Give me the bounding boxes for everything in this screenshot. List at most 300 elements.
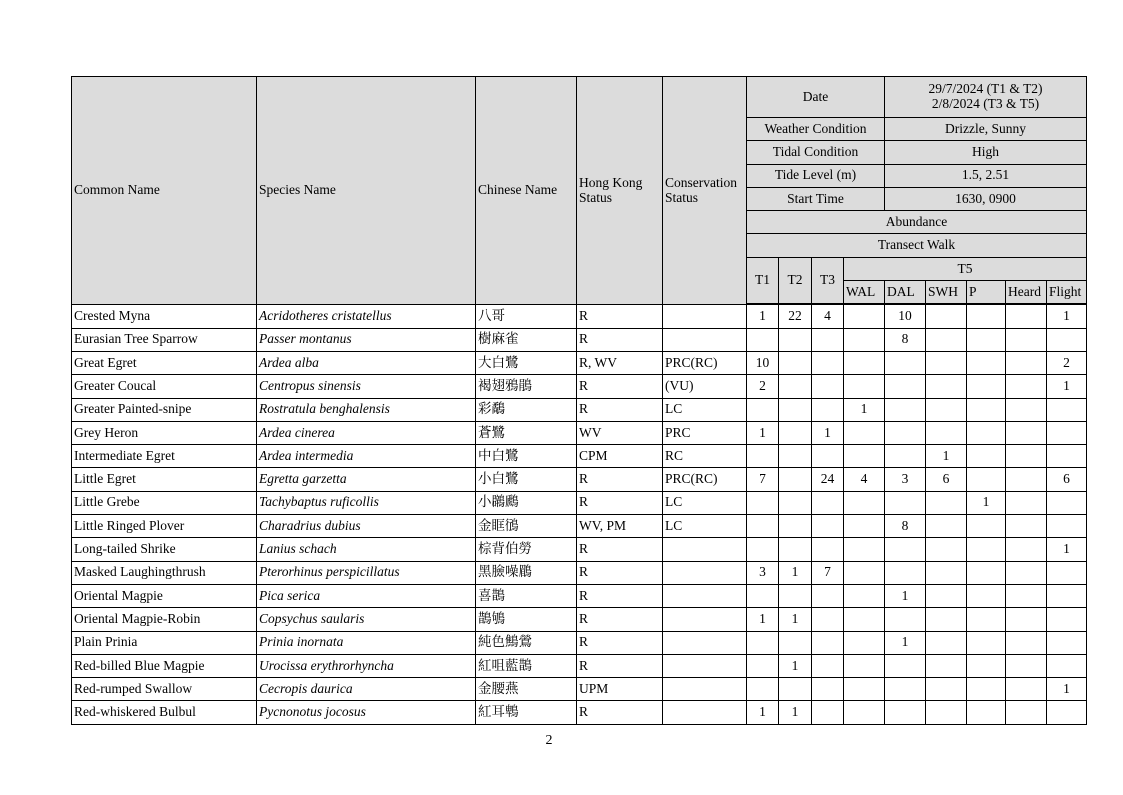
count-cell: 24 (812, 468, 844, 491)
chinese-name-cell: 小鸊鷉 (476, 491, 577, 514)
count-cell: 6 (1047, 468, 1087, 491)
count-cell: 1 (812, 421, 844, 444)
header-chinese-name: Chinese Name (476, 77, 577, 305)
species-name-cell: Charadrius dubius (257, 515, 476, 538)
count-cell (1047, 654, 1087, 677)
table-row (72, 678, 1087, 701)
chinese-name-cell: 中白鷺 (476, 445, 577, 468)
conservation-status-cell: LC (663, 515, 747, 538)
date-line-1: 29/7/2024 (T1 & T2) (928, 81, 1043, 97)
count-cell (747, 538, 779, 561)
count-cell (967, 584, 1006, 607)
conservation-status-cell: PRC (663, 421, 747, 444)
header-t5: T5 (844, 257, 1087, 280)
chinese-name-cell: 彩鷸 (476, 398, 577, 421)
count-cell (812, 701, 844, 724)
tidal-label: Tidal Condition (747, 141, 885, 164)
count-cell (779, 515, 812, 538)
hk-status-cell: WV (577, 421, 663, 444)
chinese-name-cell: 大白鷺 (476, 351, 577, 374)
header-swh: SWH (926, 281, 967, 304)
table-row (72, 351, 1087, 374)
count-cell (812, 398, 844, 421)
count-cell (812, 375, 844, 398)
count-cell (779, 375, 812, 398)
count-cell (812, 445, 844, 468)
count-cell: 1 (779, 701, 812, 724)
common-name-cell: Grey Heron (72, 421, 257, 444)
header-heard: Heard (1006, 281, 1047, 304)
count-cell (967, 375, 1006, 398)
hk-status-cell: R (577, 328, 663, 351)
count-cell (1047, 398, 1087, 421)
count-cell (844, 421, 885, 444)
count-cell (779, 398, 812, 421)
count-cell (1006, 678, 1047, 701)
conservation-status-cell (663, 305, 747, 328)
species-name-cell: Lanius schach (257, 538, 476, 561)
species-name-cell: Tachybaptus ruficollis (257, 491, 476, 514)
species-name-cell: Rostratula benghalensis (257, 398, 476, 421)
header-dal: DAL (885, 281, 926, 304)
count-cell (1006, 561, 1047, 584)
table-row (72, 515, 1087, 538)
conservation-status-cell: RC (663, 445, 747, 468)
table-row (72, 328, 1087, 351)
common-name-cell: Greater Painted-snipe (72, 398, 257, 421)
count-cell: 3 (747, 561, 779, 584)
header-wal: WAL (844, 281, 885, 304)
header-conservation-status: Conservation Status (663, 77, 747, 305)
count-cell (885, 561, 926, 584)
count-cell (1047, 421, 1087, 444)
conservation-status-cell: PRC(RC) (663, 351, 747, 374)
count-cell: 22 (779, 305, 812, 328)
species-name-cell: Ardea cinerea (257, 421, 476, 444)
header-common-name: Common Name (72, 77, 257, 305)
count-cell (812, 608, 844, 631)
count-cell (885, 608, 926, 631)
count-cell: 1 (1047, 305, 1087, 328)
count-cell (747, 445, 779, 468)
count-cell (1006, 421, 1047, 444)
count-cell: 8 (885, 515, 926, 538)
count-cell (844, 375, 885, 398)
chinese-name-cell: 喜鵲 (476, 584, 577, 607)
count-cell: 2 (747, 375, 779, 398)
chinese-name-cell: 純色鷦鶯 (476, 631, 577, 654)
common-name-cell: Oriental Magpie-Robin (72, 608, 257, 631)
count-cell (1006, 608, 1047, 631)
common-name-cell: Greater Coucal (72, 375, 257, 398)
header-t1: T1 (747, 257, 779, 304)
count-cell (812, 515, 844, 538)
count-cell (844, 561, 885, 584)
count-cell: 1 (1047, 375, 1087, 398)
hk-status-cell: R (577, 608, 663, 631)
weather-value: Drizzle, Sunny (885, 118, 1087, 141)
count-cell (812, 654, 844, 677)
table-row (72, 445, 1087, 468)
species-name-cell: Egretta garzetta (257, 468, 476, 491)
count-cell: 8 (885, 328, 926, 351)
count-cell (779, 538, 812, 561)
count-cell: 1 (747, 421, 779, 444)
count-cell: 7 (747, 468, 779, 491)
count-cell (967, 398, 1006, 421)
count-cell (926, 538, 967, 561)
count-cell (747, 654, 779, 677)
chinese-name-cell: 八哥 (476, 305, 577, 328)
count-cell (747, 491, 779, 514)
count-cell (926, 328, 967, 351)
hk-status-cell: R (577, 491, 663, 514)
table-row (72, 398, 1087, 421)
count-cell (967, 515, 1006, 538)
conservation-status-cell (663, 584, 747, 607)
table-row (72, 584, 1087, 607)
count-cell (967, 631, 1006, 654)
conservation-status-cell: PRC(RC) (663, 468, 747, 491)
date-line-2: 2/8/2024 (T3 & T5) (931, 96, 1040, 111)
count-cell (1047, 631, 1087, 654)
conservation-status-cell: (VU) (663, 375, 747, 398)
count-cell (1006, 328, 1047, 351)
count-cell (926, 351, 967, 374)
count-cell (812, 584, 844, 607)
count-cell (1047, 561, 1087, 584)
table-row (72, 375, 1087, 398)
common-name-cell: Little Ringed Plover (72, 515, 257, 538)
conservation-status-cell (663, 701, 747, 724)
count-cell (844, 328, 885, 351)
species-name-cell: Pterorhinus perspicillatus (257, 561, 476, 584)
chinese-name-cell: 紅咀藍鵲 (476, 654, 577, 677)
count-cell (779, 678, 812, 701)
species-name-cell: Pica serica (257, 584, 476, 607)
table-row (72, 305, 1087, 328)
count-cell (747, 584, 779, 607)
chinese-name-cell: 棕背伯勞 (476, 538, 577, 561)
count-cell (967, 701, 1006, 724)
hk-status-cell: CPM (577, 445, 663, 468)
conservation-status-cell (663, 654, 747, 677)
hk-status-cell: R (577, 654, 663, 677)
count-cell: 7 (812, 561, 844, 584)
count-cell (812, 351, 844, 374)
chinese-name-cell: 樹麻雀 (476, 328, 577, 351)
count-cell (1006, 468, 1047, 491)
count-cell (779, 445, 812, 468)
count-cell (967, 538, 1006, 561)
count-cell (844, 305, 885, 328)
hk-status-cell: R (577, 584, 663, 607)
count-cell (779, 468, 812, 491)
header-t3: T3 (812, 257, 844, 304)
tidal-value: High (885, 141, 1087, 164)
table-row (72, 491, 1087, 514)
count-cell (1006, 584, 1047, 607)
conservation-status-cell (663, 538, 747, 561)
count-cell (1006, 398, 1047, 421)
common-name-cell: Red-billed Blue Magpie (72, 654, 257, 677)
count-cell: 3 (885, 468, 926, 491)
header-flight: Flight (1047, 281, 1087, 304)
count-cell: 4 (812, 305, 844, 328)
hk-status-cell: R (577, 561, 663, 584)
count-cell (779, 584, 812, 607)
chinese-name-cell: 小白鷺 (476, 468, 577, 491)
table-row (72, 468, 1087, 491)
common-name-cell: Little Egret (72, 468, 257, 491)
count-cell (1006, 445, 1047, 468)
common-name-cell: Long-tailed Shrike (72, 538, 257, 561)
header-species-name: Species Name (257, 77, 476, 305)
count-cell (1006, 515, 1047, 538)
count-cell (926, 678, 967, 701)
count-cell (926, 654, 967, 677)
chinese-name-cell: 金腰燕 (476, 678, 577, 701)
page-number: 2 (545, 733, 553, 748)
count-cell (844, 351, 885, 374)
count-cell (1047, 608, 1087, 631)
count-cell (967, 678, 1006, 701)
count-cell (885, 398, 926, 421)
count-cell: 1 (926, 445, 967, 468)
count-cell (844, 491, 885, 514)
count-cell (1006, 305, 1047, 328)
chinese-name-cell: 鵲鴝 (476, 608, 577, 631)
species-name-cell: Pycnonotus jocosus (257, 701, 476, 724)
count-cell: 1 (747, 305, 779, 328)
count-cell (1006, 375, 1047, 398)
table-row (72, 608, 1087, 631)
chinese-name-cell: 蒼鷺 (476, 421, 577, 444)
count-cell (1047, 328, 1087, 351)
count-cell (885, 445, 926, 468)
count-cell (967, 654, 1006, 677)
conservation-status-cell (663, 678, 747, 701)
abundance-header: Abundance (747, 211, 1087, 234)
count-cell (885, 421, 926, 444)
common-name-cell: Crested Myna (72, 305, 257, 328)
conservation-status-cell: LC (663, 491, 747, 514)
hk-status-cell: UPM (577, 678, 663, 701)
table-row (72, 631, 1087, 654)
count-cell (926, 561, 967, 584)
count-cell (1047, 584, 1087, 607)
count-cell (844, 654, 885, 677)
count-cell (812, 491, 844, 514)
common-name-cell: Oriental Magpie (72, 584, 257, 607)
count-cell (812, 678, 844, 701)
common-name-cell: Little Grebe (72, 491, 257, 514)
count-cell (844, 608, 885, 631)
count-cell: 1 (779, 561, 812, 584)
count-cell (926, 701, 967, 724)
species-name-cell: Urocissa erythrorhyncha (257, 654, 476, 677)
count-cell (967, 608, 1006, 631)
hk-status-cell: R (577, 631, 663, 654)
count-cell (779, 328, 812, 351)
count-cell: 1 (747, 608, 779, 631)
conservation-status-cell: LC (663, 398, 747, 421)
count-cell (885, 678, 926, 701)
count-cell (967, 561, 1006, 584)
species-name-cell: Prinia inornata (257, 631, 476, 654)
start-time-value: 1630, 0900 (885, 187, 1087, 210)
tide-level-value: 1.5, 2.51 (885, 164, 1087, 187)
common-name-cell: Great Egret (72, 351, 257, 374)
count-cell (967, 468, 1006, 491)
weather-label: Weather Condition (747, 118, 885, 141)
count-cell: 1 (779, 608, 812, 631)
count-cell (779, 421, 812, 444)
count-cell (844, 445, 885, 468)
count-cell (1006, 538, 1047, 561)
date-label: Date (747, 77, 885, 118)
hk-status-cell: R (577, 538, 663, 561)
conservation-status-cell (663, 608, 747, 631)
count-cell (747, 515, 779, 538)
hk-status-cell: R (577, 375, 663, 398)
count-cell (844, 515, 885, 538)
count-cell (812, 328, 844, 351)
hk-status-cell: R (577, 468, 663, 491)
count-cell: 6 (926, 468, 967, 491)
count-cell: 10 (747, 351, 779, 374)
count-cell: 10 (885, 305, 926, 328)
count-cell (967, 328, 1006, 351)
table-row (72, 654, 1087, 677)
count-cell (1006, 654, 1047, 677)
count-cell (779, 491, 812, 514)
count-cell: 1 (844, 398, 885, 421)
table-row (72, 701, 1087, 724)
species-name-cell: Ardea intermedia (257, 445, 476, 468)
count-cell (1006, 491, 1047, 514)
count-cell (926, 584, 967, 607)
count-cell (926, 305, 967, 328)
count-cell (747, 328, 779, 351)
table-row (72, 561, 1087, 584)
hk-status-cell: R, WV (577, 351, 663, 374)
count-cell (885, 491, 926, 514)
common-name-cell: Intermediate Egret (72, 445, 257, 468)
count-cell (779, 631, 812, 654)
transect-walk-header: Transect Walk (747, 234, 1087, 257)
count-cell (926, 421, 967, 444)
date-value (885, 77, 1087, 118)
conservation-status-cell (663, 631, 747, 654)
chinese-name-cell: 紅耳鵯 (476, 701, 577, 724)
count-cell (812, 538, 844, 561)
count-cell: 1 (967, 491, 1006, 514)
common-name-cell: Eurasian Tree Sparrow (72, 328, 257, 351)
common-name-cell: Red-rumped Swallow (72, 678, 257, 701)
count-cell (1047, 515, 1087, 538)
count-cell (885, 351, 926, 374)
common-name-cell: Red-whiskered Bulbul (72, 701, 257, 724)
species-name-cell: Centropus sinensis (257, 375, 476, 398)
species-name-cell: Acridotheres cristatellus (257, 305, 476, 328)
count-cell: 1 (779, 654, 812, 677)
count-cell (967, 305, 1006, 328)
header-t2: T2 (779, 257, 812, 304)
conservation-status-cell (663, 328, 747, 351)
count-cell (779, 351, 812, 374)
count-cell: 4 (844, 468, 885, 491)
count-cell (967, 421, 1006, 444)
count-cell (885, 375, 926, 398)
common-name-cell: Plain Prinia (72, 631, 257, 654)
hk-status-cell: R (577, 701, 663, 724)
chinese-name-cell: 黑臉噪鶥 (476, 561, 577, 584)
count-cell (844, 538, 885, 561)
species-name-cell: Passer montanus (257, 328, 476, 351)
count-cell (747, 398, 779, 421)
header-hk-status: Hong Kong Status (577, 77, 663, 305)
count-cell (885, 654, 926, 677)
count-cell (885, 538, 926, 561)
count-cell (1006, 351, 1047, 374)
count-cell (844, 631, 885, 654)
count-cell (1047, 701, 1087, 724)
chinese-name-cell: 金眶鴴 (476, 515, 577, 538)
count-cell (967, 445, 1006, 468)
species-name-cell: Cecropis daurica (257, 678, 476, 701)
header-p: P (967, 281, 1006, 304)
count-cell (844, 701, 885, 724)
count-cell (926, 398, 967, 421)
count-cell (844, 584, 885, 607)
bird-survey-table (71, 76, 1087, 725)
table-row (72, 421, 1087, 444)
count-cell: 1 (885, 631, 926, 654)
hk-status-cell: R (577, 398, 663, 421)
species-name-cell: Copsychus saularis (257, 608, 476, 631)
start-time-label: Start Time (747, 187, 885, 210)
count-cell (926, 375, 967, 398)
count-cell (885, 701, 926, 724)
count-cell: 1 (1047, 538, 1087, 561)
conservation-status-cell (663, 561, 747, 584)
count-cell (926, 515, 967, 538)
count-cell (747, 678, 779, 701)
count-cell (926, 608, 967, 631)
count-cell (926, 631, 967, 654)
count-cell (747, 631, 779, 654)
count-cell (1047, 445, 1087, 468)
common-name-cell: Masked Laughingthrush (72, 561, 257, 584)
count-cell: 1 (885, 584, 926, 607)
hk-status-cell: R (577, 305, 663, 328)
count-cell (1006, 701, 1047, 724)
chinese-name-cell: 褐翅鴉鵑 (476, 375, 577, 398)
tide-level-label: Tide Level (m) (747, 164, 885, 187)
count-cell (967, 351, 1006, 374)
count-cell: 1 (747, 701, 779, 724)
count-cell (812, 631, 844, 654)
count-cell: 1 (1047, 678, 1087, 701)
count-cell (1006, 631, 1047, 654)
table-row (72, 538, 1087, 561)
hk-status-cell: WV, PM (577, 515, 663, 538)
count-cell (926, 491, 967, 514)
species-name-cell: Ardea alba (257, 351, 476, 374)
count-cell (844, 678, 885, 701)
count-cell (1047, 491, 1087, 514)
